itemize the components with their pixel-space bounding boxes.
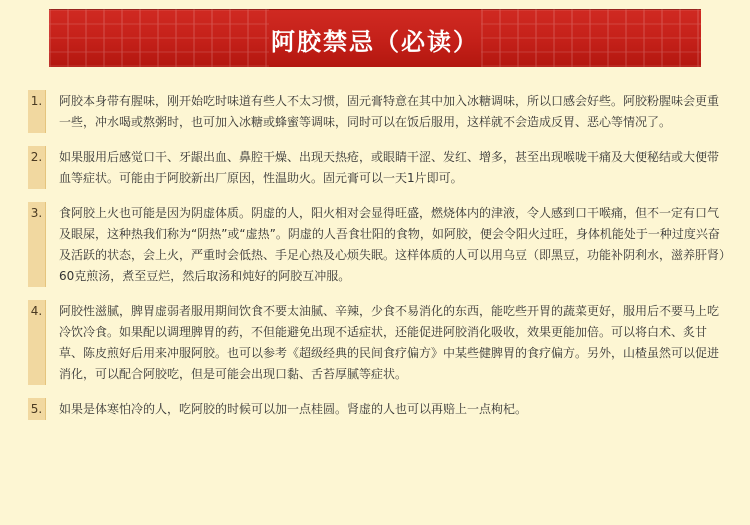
item-number: 5.: [28, 398, 46, 420]
page-title: 阿胶禁忌（必读）: [271, 28, 479, 56]
list-item: [28, 202, 728, 287]
list-item: [28, 398, 728, 420]
item-text: 如果是体寒怕冷的人，吃阿胶的时候可以加一点桂圆。肾虚的人也可以再赔上一点枸杞。: [59, 402, 528, 416]
item-number: 2.: [28, 146, 46, 189]
item-number: 3.: [28, 202, 46, 287]
item-text: 阿胶性滋腻，脾胃虚弱者服用期间饮食不要太油腻、辛辣，少食不易消化的东西，能吃些开胃的蔬菜更好，服用后不要马上吃冷饮冷食。如果配以调理脾胃的药，不但能避免出现不适症状，还能促进阿胶消化吸收，效果更能加倍。可以将白术、炙甘草、陈皮煎好后用来冲服阿胶。也可以参考《超级经典的民间食疗偏方》中某些健脾胃的食疗偏方。另外，山楂虽然可以促进消化，可以配合阿胶吃，但是可能会出现口黏、舌苔厚腻等症状。: [59, 304, 720, 381]
list-item: [28, 300, 728, 385]
item-number: 1.: [28, 90, 46, 133]
item-text: 如果服用后感觉口干、牙龈出血、鼻腔干燥、出现天热疮，或眼睛干涩、发红、增多，甚至出现喉咙干痛及大便秘结或大便带血等症状。可能由于阿胶新出厂原因，性温助火。固元膏可以一天1片即可。: [59, 150, 720, 185]
item-text: 阿胶本身带有腥味，刚开始吃时味道有些人不太习惯，固元膏特意在其中加入冰糖调味，所以口感会好些。阿胶粉腥味会更重一些，冲水喝或熬粥时，也可加入冰糖或蜂蜜等调味，同时可以在饭后服用，这样就不会造成反胃、恶心等情况了。: [59, 94, 720, 129]
list-item: [28, 90, 728, 133]
item-text: 食阿胶上火也可能是因为阴虚体质。阴虚的人，阳火相对会显得旺盛，燃烧体内的津液，令人感到口干喉痛，但不一定有口气及眼屎，这种热我们称为“阴热”或“虚热”。阴虚的人吾食壮阳的食物，如阿胶，便会令阳火过旺，身体机能处于一种过度兴奋及活跃的状态，会上火，严重时会低热、手足心热及心烦失眠。这样体质的人可以用乌豆（即黑豆，功能补阴利水，滋养肝肾）60克煎汤，煮至豆烂，然后取汤和炖好的阿胶互冲服。: [59, 206, 726, 283]
item-number: 4.: [28, 300, 46, 385]
list-item: [28, 146, 728, 189]
notes-list: [28, 90, 728, 433]
title-banner: [49, 9, 701, 67]
